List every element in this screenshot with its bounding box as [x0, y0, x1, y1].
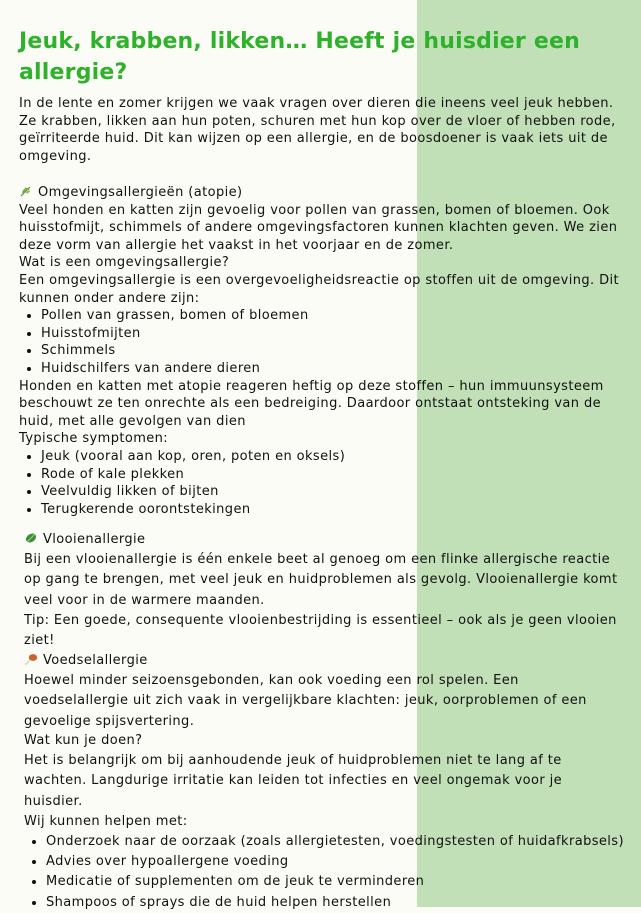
leaf-icon [24, 532, 38, 544]
section-heading-flea-label: Vlooienallergie [43, 532, 146, 547]
allergen-list [19, 307, 619, 377]
list-item: • Pollen van grassen, bomen of bloemen [41, 307, 619, 325]
section-atopy [19, 184, 619, 518]
herb-icon [19, 185, 33, 197]
flea-tip: Tip: Een goede, consequente vlooienbestrijding is essentieel – ook als je geen vlooien ziet! [24, 612, 617, 649]
help-list [24, 832, 624, 913]
section-what-to-do [24, 731, 624, 913]
section-heading-atopy [19, 184, 619, 202]
food-paragraph: Hoewel minder seizoensgebonden, kan ook voeding een rol spelen. Een voedselallergie uit zich vaak in vergelijkbare klachten: jeuk, oorproblemen of een gevoelige spijsvertering. [24, 673, 587, 729]
help-heading: Wij kunnen helpen met: [24, 813, 188, 829]
atopy-subheading: Wat is een omgevingsallergie? [19, 255, 230, 271]
symptoms-heading: Typische symptomen: [19, 431, 169, 447]
intro-paragraph: In de lente en zomer krijgen we vaak vragen over dieren die ineens veel jeuk hebben. Ze krabben, likken aan hun poten, schuren met hun kop over de vloer of hebben rode, geïrriteerde huid. Dit kan wijzen op een allergie, en de boosdoener is vaak iets uit de omgeving. [19, 96, 616, 164]
section-flea [24, 530, 624, 651]
atopy-paragraph-3: Honden en katten met atopie reageren heftig op deze stoffen – hun immuunsysteem beschouwt ze ten onrechte als een bedreiging. Daardoor ontstaat ontsteking van de huid, met alle gevolgen van dien [19, 378, 604, 429]
list-item: • Terugkerende oorontstekingen [41, 501, 619, 519]
flea-paragraph: Bij een vlooienallergie is één enkele beet al genoeg om een flinke allergische reactie op gang te brengen, met veel jeuk en huidproblemen als gevolg. Vlooienallergie komt veel voor in de warmere maanden. [24, 552, 618, 608]
page-title: Jeuk, krabben, likken… Heeft je huisdier een allergie? [19, 29, 580, 85]
list-item: • Rode of kale plekken [41, 466, 619, 484]
list-item: • Veelvuldig likken of bijten [41, 483, 619, 501]
section-heading-food [24, 651, 624, 671]
atopy-paragraph-1: Veel honden en katten zijn gevoelig voor pollen van grassen, bomen of bloemen. Ook huisstofmijt, schimmels of andere omgevingsfactoren kunnen klachten geven. We zien deze vorm van allergie het vaakst in het voorjaar en de zomer. [19, 202, 618, 253]
section-food [24, 651, 624, 732]
what-to-do-heading: Wat kun je doen? [24, 733, 143, 748]
list-item: • Advies over hypoallergene voeding [46, 852, 624, 872]
section-heading-food-label: Voedselallergie [43, 653, 148, 668]
list-item: • Medicatie of supplementen om de jeuk te verminderen [46, 872, 624, 892]
list-item: • Jeuk (vooral aan kop, oren, poten en oksels) [41, 448, 619, 466]
list-item: • Onderzoek naar de oorzaak (zoals allergietesten, voedingstesten of huidafkrabsels) [46, 832, 624, 852]
drumstick-icon [24, 653, 38, 665]
section-heading-flea [24, 530, 624, 550]
atopy-paragraph-2: Een omgevingsallergie is een overgevoeligheidsreactie op stoffen uit de omgeving. Dit kunnen onder andere zijn: [19, 272, 620, 306]
list-item: • Huidschilfers van andere dieren [41, 360, 619, 378]
symptoms-list [19, 448, 619, 518]
list-item: • Schimmels [41, 342, 619, 360]
list-item: • Shampoos of sprays die de huid helpen herstellen [46, 893, 624, 913]
list-item: • Huisstofmijten [41, 325, 619, 343]
section-heading-atopy-label: Omgevingsallergieën (atopie) [38, 185, 243, 200]
what-to-do-paragraph: Het is belangrijk om bij aanhoudende jeuk of huidproblemen niet te lang af te wachten. Langdurige irritatie kan leiden tot infecties en veel ongemak voor je huisdier. [24, 753, 563, 809]
